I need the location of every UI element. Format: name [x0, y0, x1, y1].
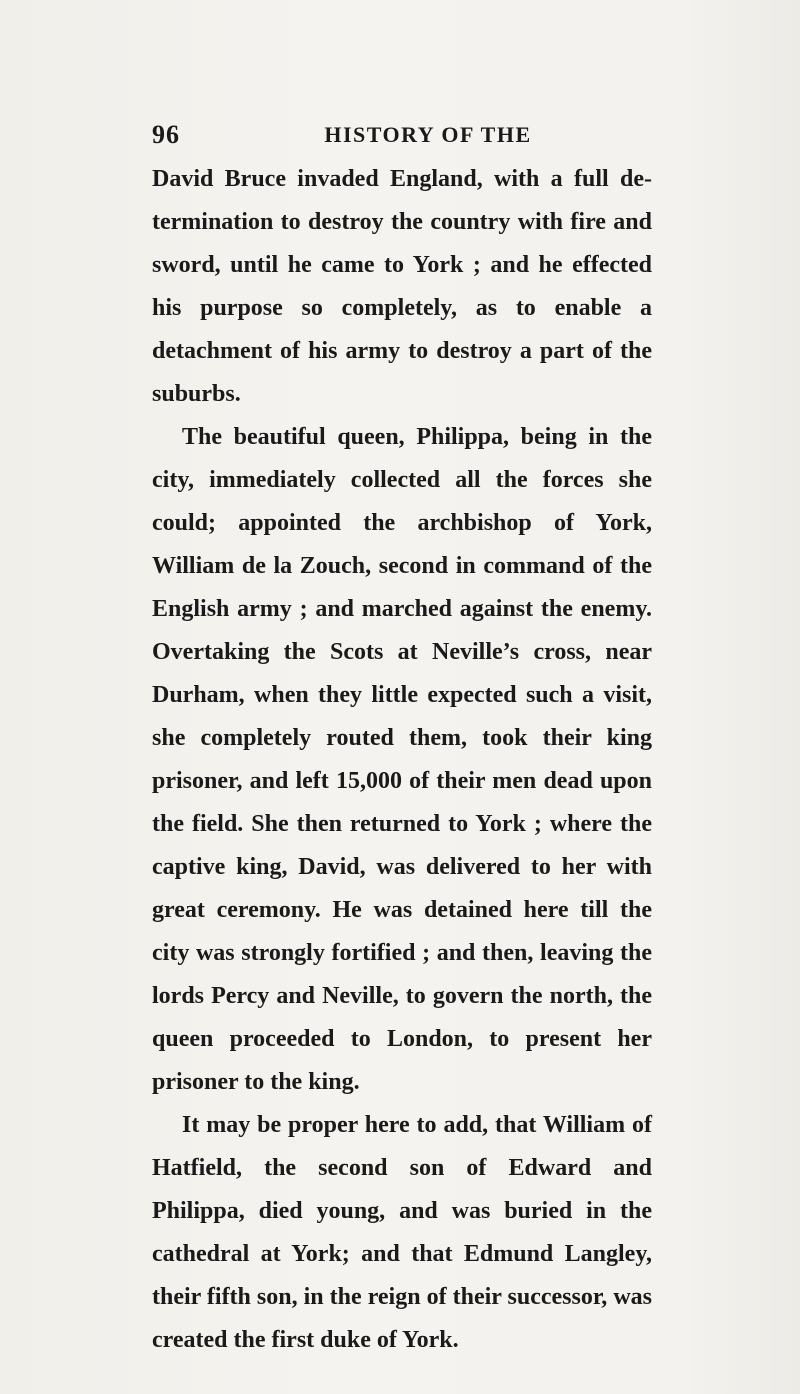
page-header	[152, 116, 650, 156]
paragraph-3: It may be proper here to add, that William of Hatfield, the second son of Edward and Philippa, died young, and was buried in the cathedral at York; and that Edmund Langley, their fifth son, in the reign of their successor, was created the first duke of York.	[152, 1112, 652, 1353]
body-text	[152, 158, 652, 1362]
paragraph-2: The beautiful queen, Philippa, being in the city, immediately collected all the forces she could; appointed the archbishop of York, William de la Zouch, second in command of the English army ; and marched against the enemy. Overtaking the Scots at Neville’s cross, near Durham, when they little expected such a visit, she completely routed them, took their king prisoner, and left 15,000 of their men dead upon the field. She then returned to York ; where the captive king, David, was delivered to her with great ceremony. He was detained here till the city was strongly fortified ; and then, leaving the lords Percy and Neville, to govern the north, the queen proceeded to London, to present her prisoner to the king.	[152, 424, 652, 1095]
running-head: HISTORY OF THE	[324, 122, 532, 147]
paragraph-1: David Bruce invaded England, with a full determination to destroy the country with fire and sword, until he came to York ; and he effected his purpose so completely, as to enable a detachment of his army to destroy a part of the suburbs.	[152, 166, 652, 407]
page-number: 96	[152, 120, 180, 149]
